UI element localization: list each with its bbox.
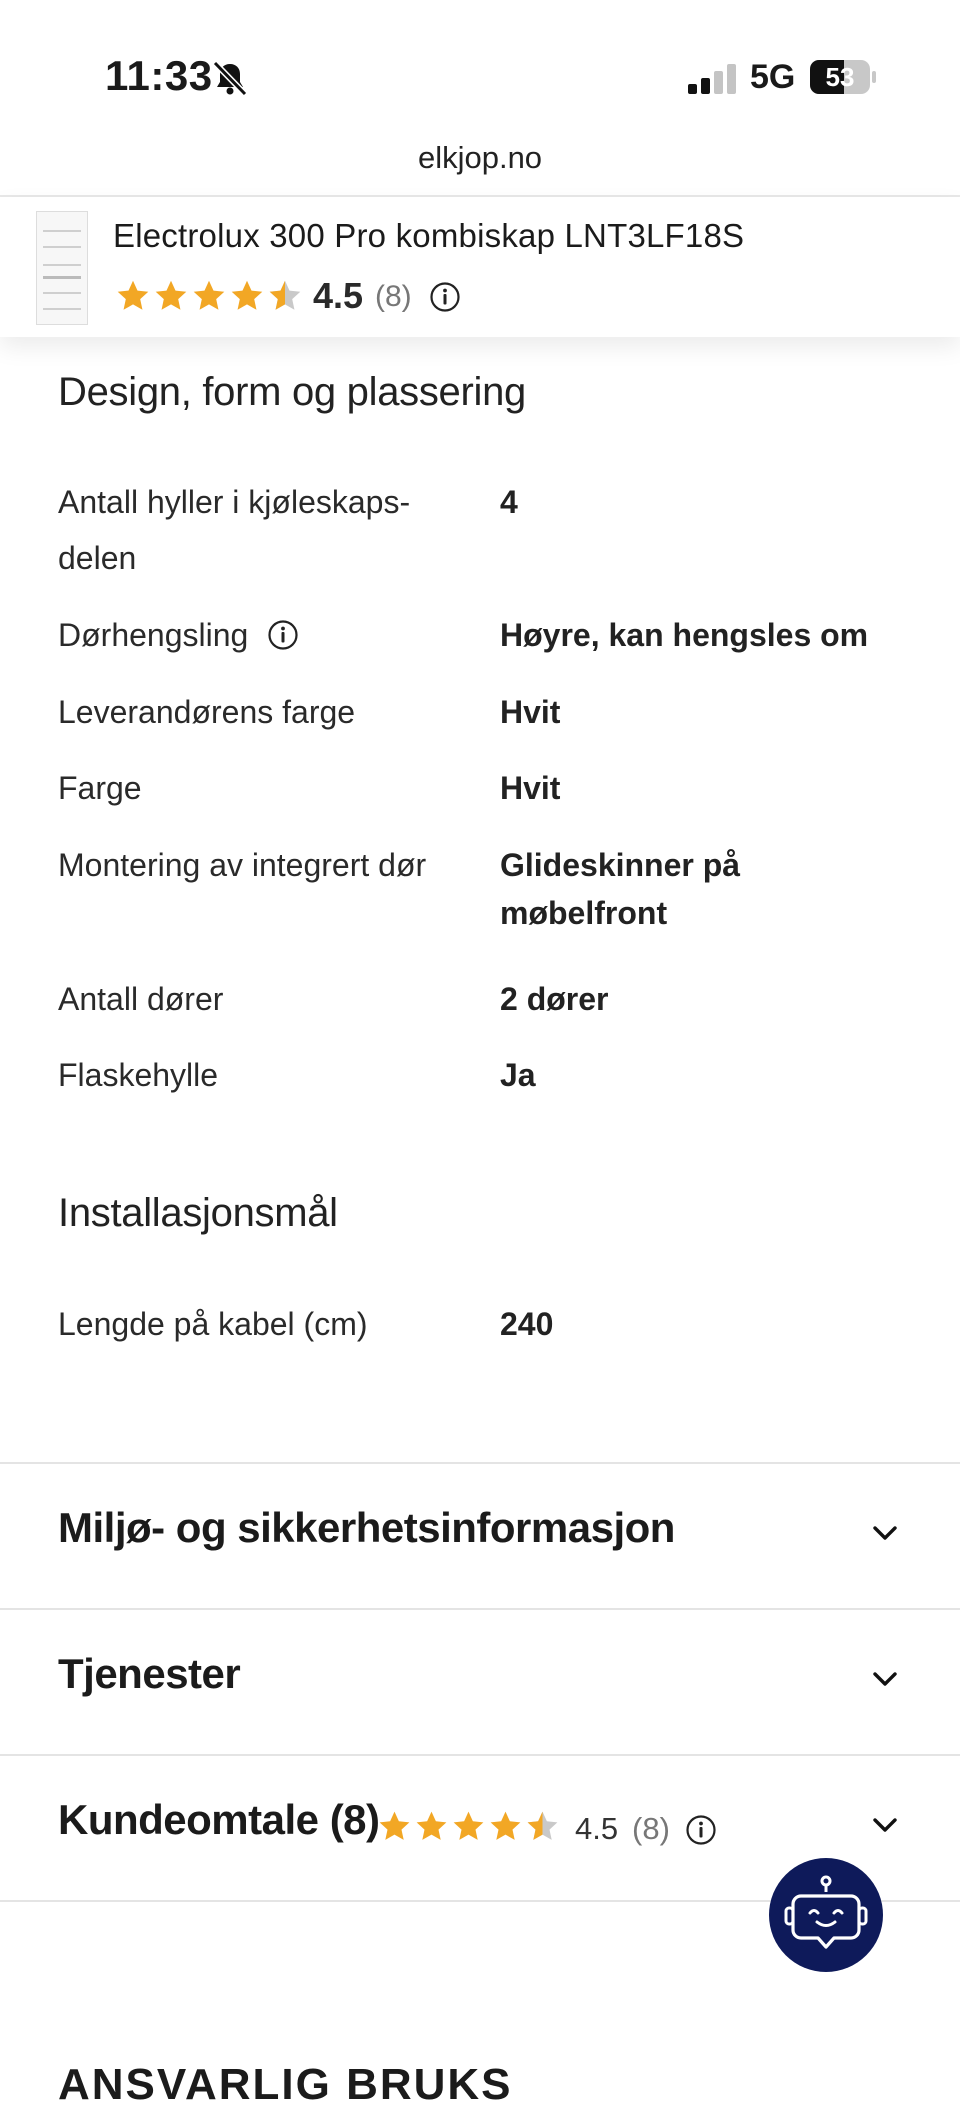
spec-value: Hvit <box>500 770 561 806</box>
spec-value: 2 dører <box>500 981 609 1017</box>
product-header <box>0 197 960 337</box>
signal-icon <box>688 64 736 94</box>
star-icon <box>377 1809 412 1844</box>
network-type: 5G <box>750 58 796 96</box>
section-title-design: Design, form og plassering <box>58 370 526 414</box>
spec-value: Hvit <box>500 694 561 730</box>
spec-value: 240 <box>500 1306 554 1342</box>
bottom-heading: ANSVARLIG BRUKS <box>58 2060 513 2109</box>
star-icon <box>153 278 189 314</box>
battery-level: 53 <box>825 62 855 92</box>
chevron-down-icon <box>868 1516 902 1550</box>
chevron-down-icon <box>868 1662 902 1696</box>
product-thumbnail[interactable] <box>36 211 88 325</box>
spec-value: 4 <box>500 484 518 520</box>
spec-label: Farge <box>58 770 142 806</box>
star-icon <box>451 1809 486 1844</box>
review-stars <box>377 1809 560 1844</box>
product-title: Electrolux 300 Pro kombiskap LNT3LF18S <box>113 217 745 254</box>
spec-label: Lengde på kabel (cm) <box>58 1306 368 1342</box>
spec-label: Flaskehylle <box>58 1057 219 1093</box>
spec-value: Høyre, kan hengsles om <box>500 617 869 653</box>
accordion-services[interactable] <box>0 1610 960 1754</box>
status-bar <box>0 0 960 140</box>
accordion-title: Miljø- og sikkerhetsinformasjon <box>58 1504 675 1551</box>
star-icon <box>414 1809 449 1844</box>
chevron-down-icon <box>868 1808 902 1842</box>
address-bar[interactable]: elkjop.no <box>417 140 543 175</box>
spec-label: Montering av integrert dør <box>58 847 427 883</box>
rating-value: 4.5 <box>313 275 364 316</box>
bell-slash-icon <box>210 58 250 98</box>
rating-count[interactable]: (8) <box>375 280 412 313</box>
spec-label: Antall dører <box>58 981 224 1017</box>
spec-value: Glideskinner på møbelfront <box>500 847 741 931</box>
star-half-icon <box>267 278 303 314</box>
spec-label-text: Dørhengsling <box>58 617 249 653</box>
star-icon <box>191 278 227 314</box>
star-icon <box>115 278 151 314</box>
star-half-icon <box>525 1809 560 1844</box>
info-icon[interactable] <box>685 1814 717 1846</box>
chatbot-icon <box>769 1858 883 1972</box>
star-icon <box>229 278 265 314</box>
rating-count: (8) <box>632 1811 670 1846</box>
status-time: 11:33 <box>105 52 213 99</box>
section-title-installation: Installasjonsmål <box>58 1191 338 1235</box>
star-icon <box>488 1809 523 1844</box>
info-icon[interactable] <box>429 281 461 313</box>
accordion-title: Tjenester <box>58 1650 241 1697</box>
product-stars <box>115 278 303 314</box>
accordion-environment-safety[interactable] <box>0 1464 960 1608</box>
chatbot-button[interactable] <box>769 1858 883 1972</box>
spec-value: Ja <box>500 1057 536 1093</box>
spec-label <box>58 607 458 663</box>
info-icon[interactable] <box>267 619 299 651</box>
accordion-title: Kundeomtale (8) <box>58 1796 380 1843</box>
rating-value: 4.5 <box>575 1811 619 1846</box>
spec-label: Antall hyller i kjøleskaps-delen <box>58 484 411 576</box>
spec-label: Leverandørens farge <box>58 694 356 730</box>
